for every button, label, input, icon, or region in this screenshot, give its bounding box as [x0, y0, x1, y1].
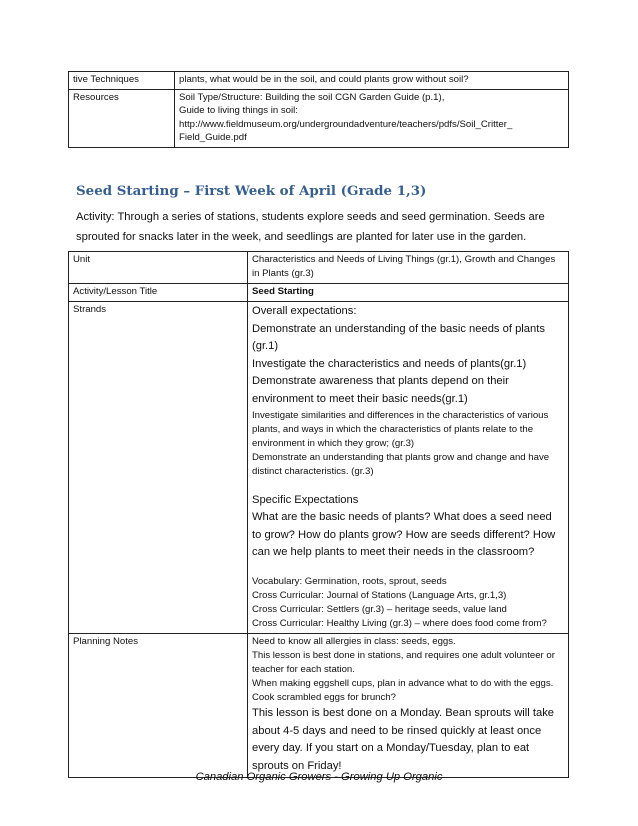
table-row [69, 302, 569, 634]
table-row [69, 89, 569, 147]
expectation-item: Investigate the characteristics and needs of plants(gr.1) [252, 357, 527, 370]
planning-value [248, 633, 569, 777]
resources-table [68, 71, 569, 148]
table-row [69, 633, 569, 777]
row-label: Resources [69, 89, 175, 147]
vocab-item: Cross Curricular: Settlers (gr.3) – heritage seeds, value land [252, 603, 507, 615]
planning-label: Planning Notes [69, 633, 248, 777]
section-title: Seed Starting – First Week of April (Grade 1,3) [76, 183, 427, 199]
vocab-item: Vocabulary: Germination, roots, sprout, seeds [252, 575, 447, 587]
lesson-table [68, 251, 569, 778]
expectation-item: Investigate similarities and differences in the characteristics of various plants, and ways in which the characteristics of plants relate to the environment in which they grow; (gr.3) [252, 409, 549, 449]
strands-value [248, 302, 569, 634]
expectation-item: Demonstrate awareness that plants depend on their environment to meet their basic needs(gr.1) [252, 375, 509, 405]
unit-value: Characteristics and Needs of Living Things (gr.1), Growth and Changes in Plants (gr.3) [248, 252, 569, 284]
row-label: tive Techniques [69, 72, 175, 90]
lesson-title-label: Activity/Lesson Title [69, 284, 248, 302]
table-row [69, 284, 569, 302]
planning-item: This lesson is best done on a Monday. Bean sprouts will take about 4-5 days and need to be rinsed quickly at least once every day. If you start on a Monday/Tuesday, plan to eat sprouts on Friday! [252, 706, 555, 772]
text-line: Guide to living things in soil: [179, 105, 298, 116]
planning-item: Need to know all allergies in class: seeds, eggs. [252, 635, 456, 647]
row-value [175, 89, 569, 147]
overall-heading: Overall expectations: [252, 305, 357, 317]
section-intro: Activity: Through a series of stations, students explore seeds and seed germination. Seeds are sprouted for snacks later in the week, and seedlings are planted for later use in the garden. [76, 211, 545, 243]
lesson-title-value: Seed Starting [248, 284, 569, 302]
link-text[interactable]: http://www.fieldmuseum.org/undergroundadventure/teachers/pdfs/Soil_Critter_ [179, 118, 513, 130]
table-row [69, 252, 569, 284]
unit-label: Unit [69, 252, 248, 284]
table-row [69, 72, 569, 90]
vocab-item: Cross Curricular: Healthy Living (gr.3) – where does food come from? [252, 617, 547, 629]
vocab-item: Cross Curricular: Journal of Stations (Language Arts, gr.1,3) [252, 589, 507, 601]
expectation-item: Demonstrate an understanding that plants grow and change and have distinct characteristics. (gr.3) [252, 451, 550, 477]
link-text[interactable]: Field_Guide.pdf [179, 132, 247, 143]
text-line: Soil Type/Structure: Building the soil CGN Garden Guide (p.1), [179, 91, 445, 103]
specific-text: What are the basic needs of plants? What does a seed need to grow? How do plants grow? How are seeds different? How can we help plants to meet their needs in the classroom? [252, 511, 556, 559]
page-footer: Canadian Organic Growers - Growing Up Organic [195, 771, 443, 783]
expectation-item: Demonstrate an understanding of the basic needs of plants (gr.1) [252, 322, 545, 353]
text-line: plants, what would be in the soil, and could plants grow without soil? [179, 74, 469, 85]
row-value [175, 72, 569, 90]
planning-item: When making eggshell cups, plan in advance what to do with the eggs. Cook scrambled eggs for brunch? [252, 677, 554, 703]
strands-label: Strands [69, 302, 248, 634]
specific-heading: Specific Expectations [252, 493, 359, 506]
planning-item: This lesson is best done in stations, and requires one adult volunteer or teacher for each station. [252, 649, 555, 675]
